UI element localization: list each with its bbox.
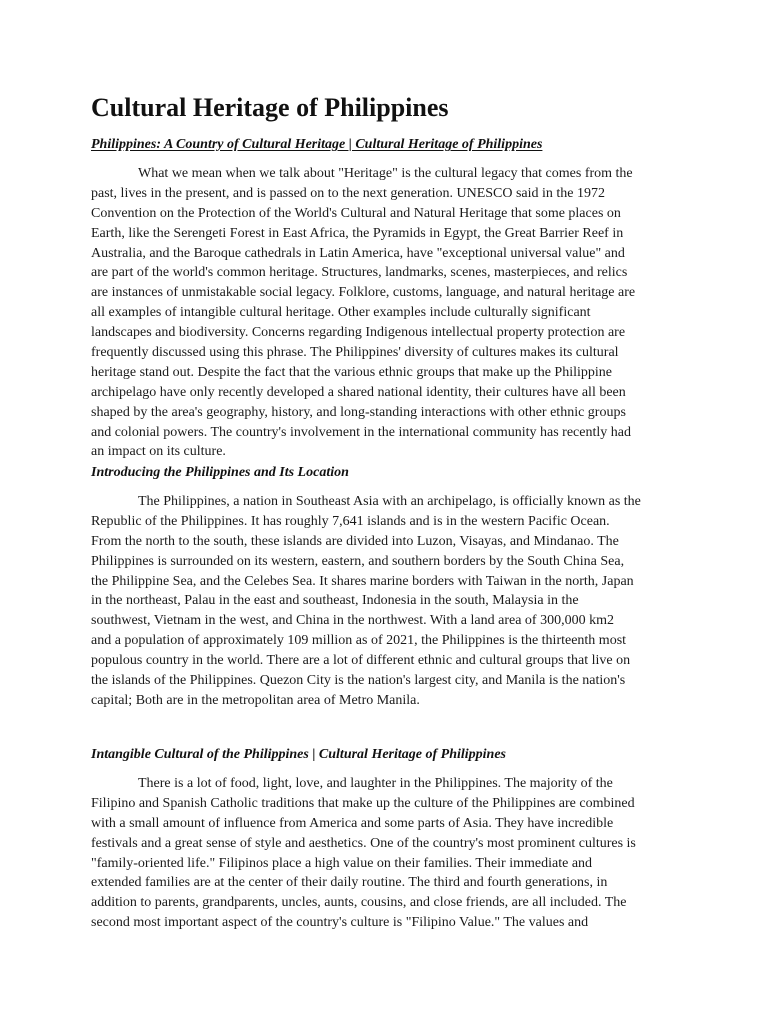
paragraph-line: What we mean when we talk about "Heritage" is the cultural legacy that comes from the [138,166,633,181]
paragraph-line: are instances of unmistakable social legacy. Folklore, customs, language, and natural heritage are [91,285,636,301]
section-heading-intangible: Intangible Cultural of the Philippines | Cultural Heritage of Philippines [91,747,506,762]
paragraph-line: addition to parents, grandparents, uncles, aunts, cousins, and close friends, are all included. The [91,895,627,911]
paragraph-line: second most important aspect of the country's culture is "Filipino Value." The values and [91,915,589,931]
paragraph-line: From the north to the south, these islands are divided into Luzon, Visayas, and Mindanao. The [91,533,619,549]
page-title: Cultural Heritage of Philippines [91,93,449,122]
paragraph-line: the islands of the Philippines. Quezon City is the nation's largest city, and Manila is the nation's [91,673,626,689]
paragraph-line: an impact on its culture. [91,444,226,460]
paragraph-line: and a population of approximately 109 million as of 2021, the Philippines is the thirteenth most [91,633,627,649]
paragraph-line: are part of the world's common heritage. Structures, landmarks, scenes, masterpieces, and relics [91,265,628,281]
paragraph-line: extended families are at the center of their daily routine. The third and fourth generations, in [91,875,608,891]
paragraph-line: southwest, Vietnam in the west, and China in the northwest. With a land area of 300,000 km2 [91,613,614,629]
paragraph-line: past, lives in the present, and is passed on to the next generation. UNESCO said in the 1972 [91,185,606,201]
paragraph-line: frequently discussed using this phrase. The Philippines' diversity of cultures makes its cultural [91,345,619,361]
section-heading-location: Introducing the Philippines and Its Location [91,465,349,480]
paragraph-line: There is a lot of food, light, love, and laughter in the Philippines. The majority of the [138,776,613,791]
paragraph-line: Earth, like the Serengeti Forest in East Africa, the Pyramids in Egypt, the Great Barrier Reef in [91,225,624,241]
paragraph-line: landscapes and biodiversity. Concerns regarding Indigenous intellectual property protection are [91,325,626,341]
paragraph-line: Republic of the Philippines. It has roughly 7,641 islands and is in the western Pacific Ocean. [91,513,610,529]
paragraph-line: "family-oriented life." Filipinos place a high value on their families. Their immediate and [91,855,593,871]
paragraph-line: and colonial powers. The country's involvement in the international community has recently had [91,424,631,440]
section-paragraph-location [91,492,687,711]
paragraph-line: The Philippines, a nation in Southeast Asia with an archipelago, is officially known as the [138,494,641,509]
paragraph-line: the Philippine Sea, and the Celebes Sea. It shares marine borders with Taiwan in the north, Japan [91,573,634,589]
paragraph-line: populous country in the world. There are a lot of different ethnic and cultural groups that live on [91,653,631,669]
paragraph-line: Filipino and Spanish Catholic traditions that make up the culture of the Philippines are combined [91,795,635,811]
paragraph-line: Australia, and the Baroque cathedrals in Latin America, have "exceptional universal value" and [91,245,625,261]
paragraph-line: capital; Both are in the metropolitan area of Metro Manila. [91,692,420,708]
paragraph-line: festivals and a great sense of style and aesthetics. One of the country's most prominent cultures is [91,835,636,851]
paragraph-line: Convention on the Protection of the World's Cultural and Natural Heritage that some places on [91,205,621,221]
paragraph-line: Philippines is surrounded on its western, eastern, and southern borders by the South China Sea, [91,553,625,569]
section-paragraph-cultural-heritage [91,164,687,462]
paragraph-line: heritage stand out. Despite the fact that the various ethnic groups that make up the Philippine [91,364,612,380]
section-heading-cultural-heritage: Philippines: A Country of Cultural Heritage | Cultural Heritage of Philippines [91,137,543,152]
paragraph-line: shaped by the area's geography, history, and long-standing interactions with other ethnic groups [91,404,626,420]
paragraph-line: archipelago have only recently developed a shared national identity, their cultures have all been [91,384,626,400]
paragraph-line: in the northeast, Palau in the east and southeast, Indonesia in the south, Malaysia in the [91,593,579,609]
paragraph-line: with a small amount of influence from America and some parts of Asia. They have incredible [91,815,614,831]
section-paragraph-intangible [91,774,687,933]
paragraph-line: all examples of intangible cultural heritage. Other examples include culturally significant [91,305,591,321]
